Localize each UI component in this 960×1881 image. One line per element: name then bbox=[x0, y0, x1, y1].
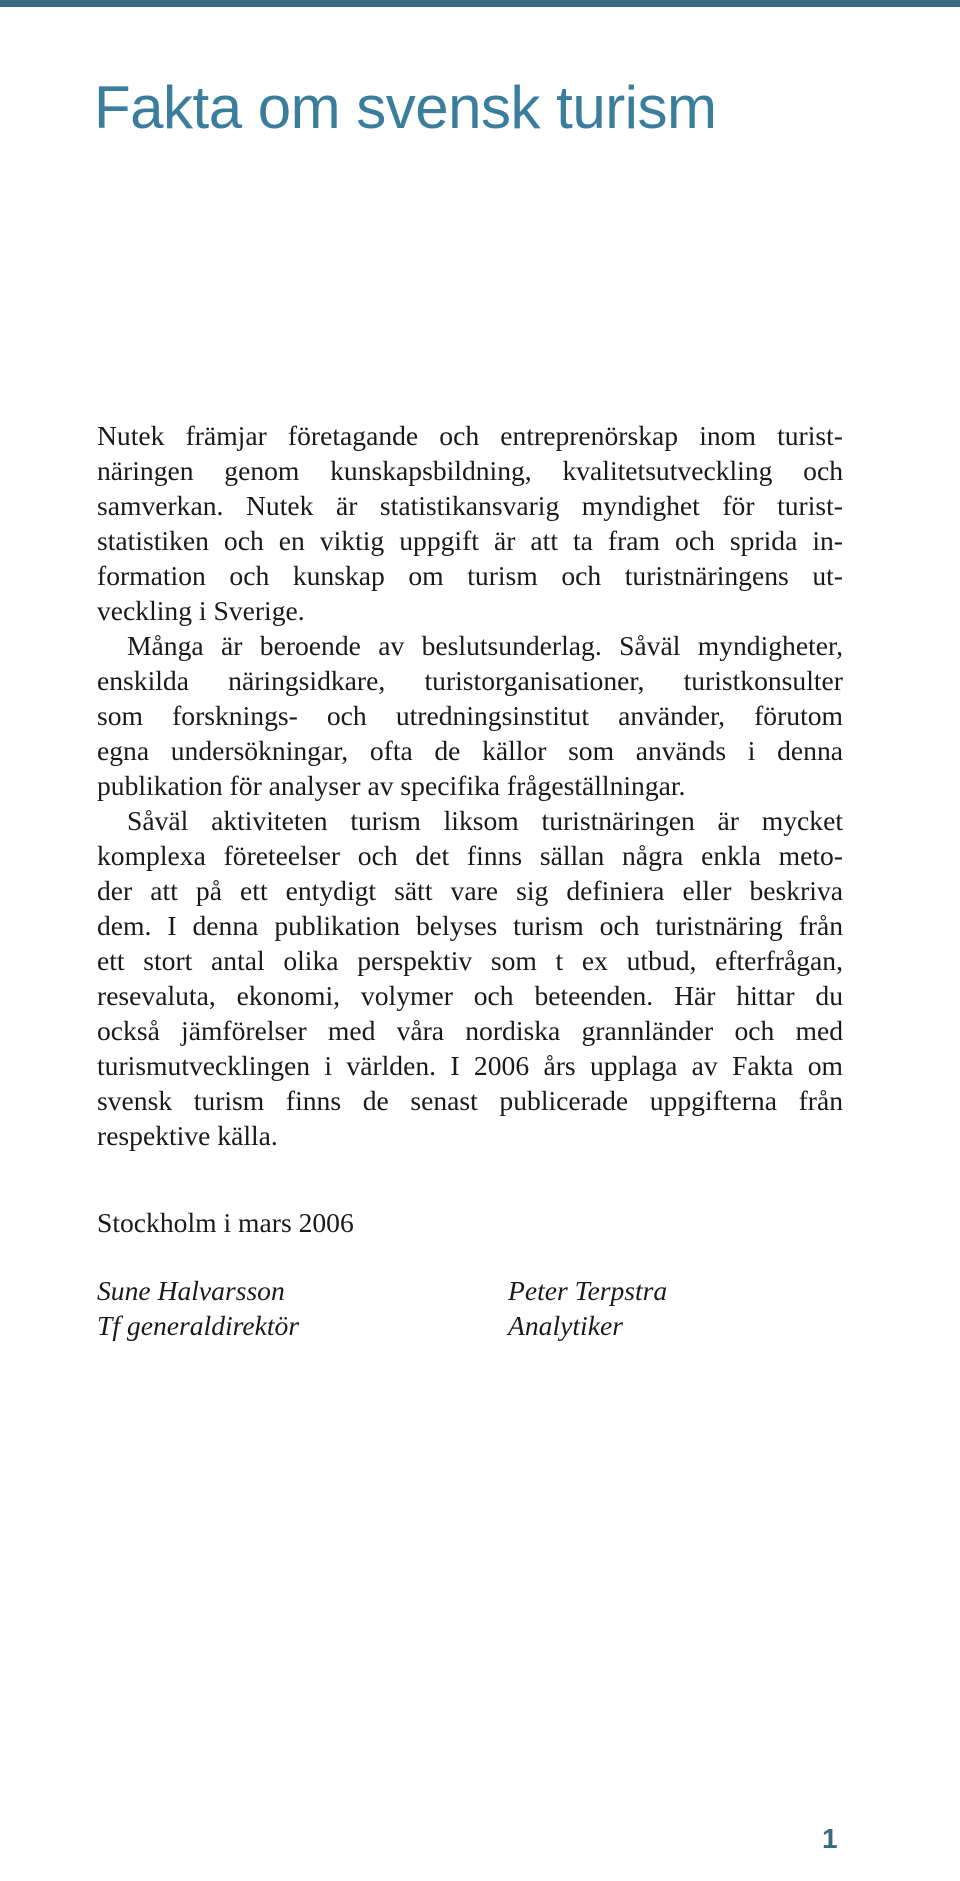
text-line: dem. I denna publikation belyses turism och turistnäring från bbox=[97, 910, 843, 941]
text-line: komplexa företeelser och det finns sällan några enkla meto- bbox=[97, 840, 843, 871]
signature-block-left bbox=[97, 1273, 299, 1343]
text-line: ett stort antal olika perspektiv som t ex utbud, efterfrågan, bbox=[97, 945, 843, 976]
signatory-name: Peter Terpstra bbox=[508, 1275, 668, 1306]
signatory-role: Analytiker bbox=[508, 1310, 623, 1341]
text-line: Nutek främjar företagande och entreprenörskap inom turist- bbox=[97, 420, 843, 451]
signature-block-right bbox=[508, 1273, 667, 1343]
paragraph-3 bbox=[97, 803, 843, 838]
signatory-name: Sune Halvarsson bbox=[97, 1275, 285, 1306]
paragraph-2-cont bbox=[97, 663, 843, 803]
text-line: resevaluta, ekonomi, volymer och beteenden. Här hittar du bbox=[97, 980, 843, 1011]
text-line: der att på ett entydigt sätt vare sig definiera eller beskriva bbox=[97, 875, 843, 906]
paragraph-3-cont bbox=[97, 838, 843, 1153]
text-line: respektive källa. bbox=[97, 1120, 278, 1151]
text-line: egna undersökningar, ofta de källor som används i denna bbox=[97, 735, 843, 766]
top-rule bbox=[0, 0, 960, 7]
page-number: 1 bbox=[822, 1823, 838, 1854]
paragraph-2 bbox=[97, 628, 843, 663]
text-line: publikation för analyser av specifika frågeställningar. bbox=[97, 770, 686, 801]
text-line: näringen genom kunskapsbildning, kvalitetsutveckling och bbox=[97, 455, 843, 486]
place-and-date: Stockholm i mars 2006 bbox=[97, 1207, 354, 1238]
text-line: formation och kunskap om turism och turistnäringens ut- bbox=[97, 560, 843, 591]
text-line: enskilda näringsidkare, turistorganisationer, turistkonsulter bbox=[97, 665, 843, 696]
text-line: som forsknings- och utredningsinstitut använder, förutom bbox=[97, 700, 843, 731]
paragraph-1 bbox=[97, 418, 843, 628]
text-line: också jämförelser med våra nordiska grannländer och med bbox=[97, 1015, 843, 1046]
signatory-role: Tf generaldirektör bbox=[97, 1310, 300, 1341]
text-line: Många är beroende av beslutsunderlag. Såväl myndigheter, bbox=[127, 630, 843, 661]
text-line: statistiken och en viktig uppgift är att ta fram och sprida in- bbox=[97, 525, 843, 556]
text-line: samverkan. Nutek är statistikansvarig myndighet för turist- bbox=[97, 490, 843, 521]
text-line: turismutvecklingen i världen. I 2006 års upplaga av Fakta om bbox=[97, 1050, 843, 1081]
text-line: Såväl aktiviteten turism liksom turistnäringen är mycket bbox=[127, 805, 843, 836]
page-title: Fakta om svensk turism bbox=[94, 74, 717, 141]
text-line: veckling i Sverige. bbox=[97, 595, 305, 626]
text-line: svensk turism finns de senast publicerade uppgifterna från bbox=[97, 1085, 843, 1116]
foreword-body bbox=[97, 418, 843, 1153]
